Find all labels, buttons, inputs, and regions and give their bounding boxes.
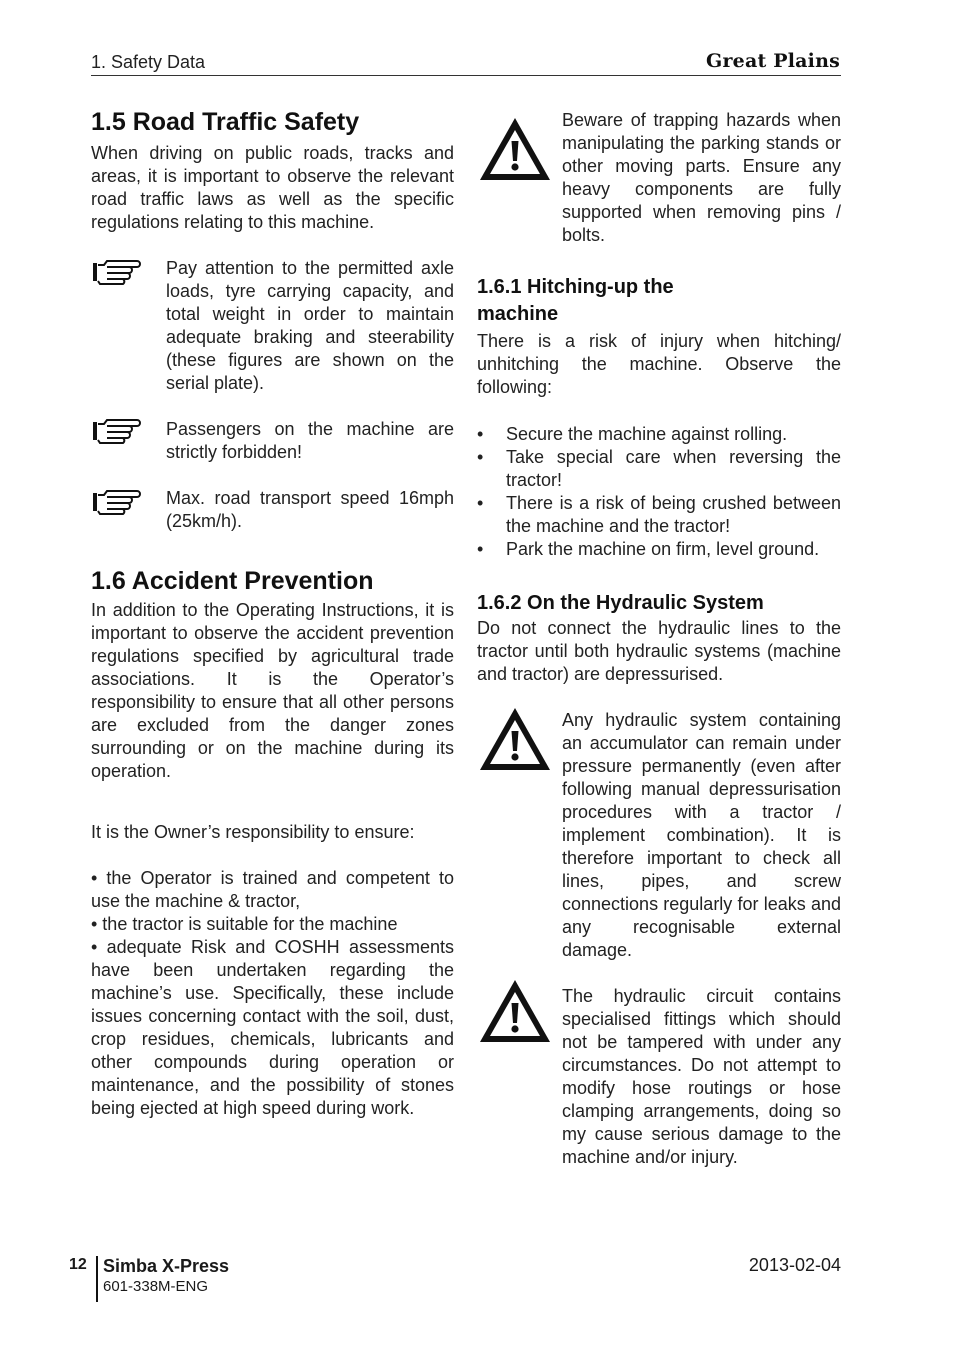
brand-logo: Great Plains bbox=[706, 50, 840, 72]
right-column bbox=[477, 104, 841, 1169]
page-number: 12 bbox=[69, 1256, 87, 1273]
owner-item: • adequate Risk and COSHH assessments have been undertaken regarding the machine’s use. Specifically, these include issues concerning contact with the soil, dust, crop residues, chemicals, lubricants and other compounds during operation or maintenance, and the possibility of stones being ejected at high speed during work. bbox=[91, 937, 454, 1118]
note-text: Pay attention to the permitted axle loads, tyre carrying capacity, and total weight in order to maintain adequate braking and steerability (these figures are shown on the serial plate). bbox=[166, 258, 454, 393]
note-road-speed bbox=[91, 487, 454, 533]
warning-accumulator bbox=[477, 709, 841, 962]
note-text: Max. road transport speed 16mph (25km/h). bbox=[166, 488, 454, 531]
list-item: • Park the machine on firm, level ground. bbox=[477, 539, 820, 559]
note-passengers bbox=[91, 418, 454, 464]
warning-text: Any hydraulic system containing an accumulator can remain under pressure permanently (even after following manual depressurisation procedures with a tractor / implement combination). It is therefore important to check all lines, pipes, and screw connections regularly for leaks and any recognisable external damage. bbox=[562, 710, 841, 960]
header-section-label: 1. Safety Data bbox=[91, 52, 206, 72]
document-code: 601-338M-ENG bbox=[103, 1278, 209, 1295]
hitching-heading: 1.6.1 Hitching-up the machine bbox=[477, 276, 674, 325]
warning-fittings bbox=[477, 985, 841, 1169]
owner-item: • the Operator is trained and competent to use the machine & tractor, bbox=[91, 868, 454, 911]
warning-triangle-icon bbox=[477, 709, 562, 962]
list-item: • There is a risk of being crushed between the machine and the tractor! bbox=[477, 493, 841, 536]
list-item: • Take special care when reversing the tractor! bbox=[477, 447, 841, 490]
accident-prevention-intro: In addition to the Operating Instructions, it is important to observe the accident prevention regulations specified by agricultural trade associations. It is the Operator’s responsibility to ensure that all other persons are excluded from the danger zones surrounding or on the machine during its operation. bbox=[91, 600, 454, 781]
left-column bbox=[91, 104, 454, 1120]
road-safety-intro: When driving on public roads, tracks and areas, it is important to observe the relevant road traffic laws as well as the specific regulations relating to this machine. bbox=[91, 143, 454, 232]
pointing-hand-icon bbox=[91, 257, 166, 395]
note-text: Passengers on the machine are strictly forbidden! bbox=[166, 419, 454, 462]
list-item: • Secure the machine against rolling. bbox=[477, 424, 788, 444]
accident-prevention-heading: 1.6 Accident Prevention bbox=[91, 567, 374, 595]
publication-date: 2013-02-04 bbox=[748, 1255, 841, 1275]
owner-item: • the tractor is suitable for the machine bbox=[91, 914, 398, 934]
hydraulic-heading: 1.6.2 On the Hydraulic System bbox=[477, 592, 764, 614]
hitching-bullet-list bbox=[477, 423, 841, 561]
owner-responsibility-line: It is the Owner’s responsibility to ensure: bbox=[91, 822, 415, 842]
owner-responsibility-list bbox=[91, 867, 454, 1120]
warning-trapping-hazards bbox=[477, 109, 841, 247]
header-divider bbox=[91, 75, 841, 76]
pointing-hand-icon bbox=[91, 418, 166, 464]
warning-triangle-icon bbox=[477, 985, 562, 1169]
pointing-hand-icon bbox=[91, 487, 166, 533]
hitching-intro: There is a risk of injury when hitching/ unhitching the machine. Observe the following: bbox=[477, 331, 841, 397]
warning-text: Beware of trapping hazards when manipulating the parking stands or other moving parts. Ensure any heavy components are fully supported when removing pins / bolts. bbox=[562, 110, 841, 245]
hydraulic-intro: Do not connect the hydraulic lines to the tractor until both hydraulic systems (machine and tractor) are depressurised. bbox=[477, 618, 841, 684]
footer-divider bbox=[96, 1256, 98, 1302]
product-name: Simba X-Press bbox=[103, 1256, 230, 1276]
warning-text: The hydraulic circuit contains specialised fittings which should not be tampered with under any circumstances. Do not attempt to modify hose routings or hose clamping arrangements, doing so my cause serious damage to the machine and/or injury. bbox=[562, 986, 841, 1167]
warning-triangle-icon bbox=[477, 109, 562, 247]
note-axle-loads bbox=[91, 257, 454, 395]
road-safety-heading: 1.5 Road Traffic Safety bbox=[91, 108, 360, 136]
